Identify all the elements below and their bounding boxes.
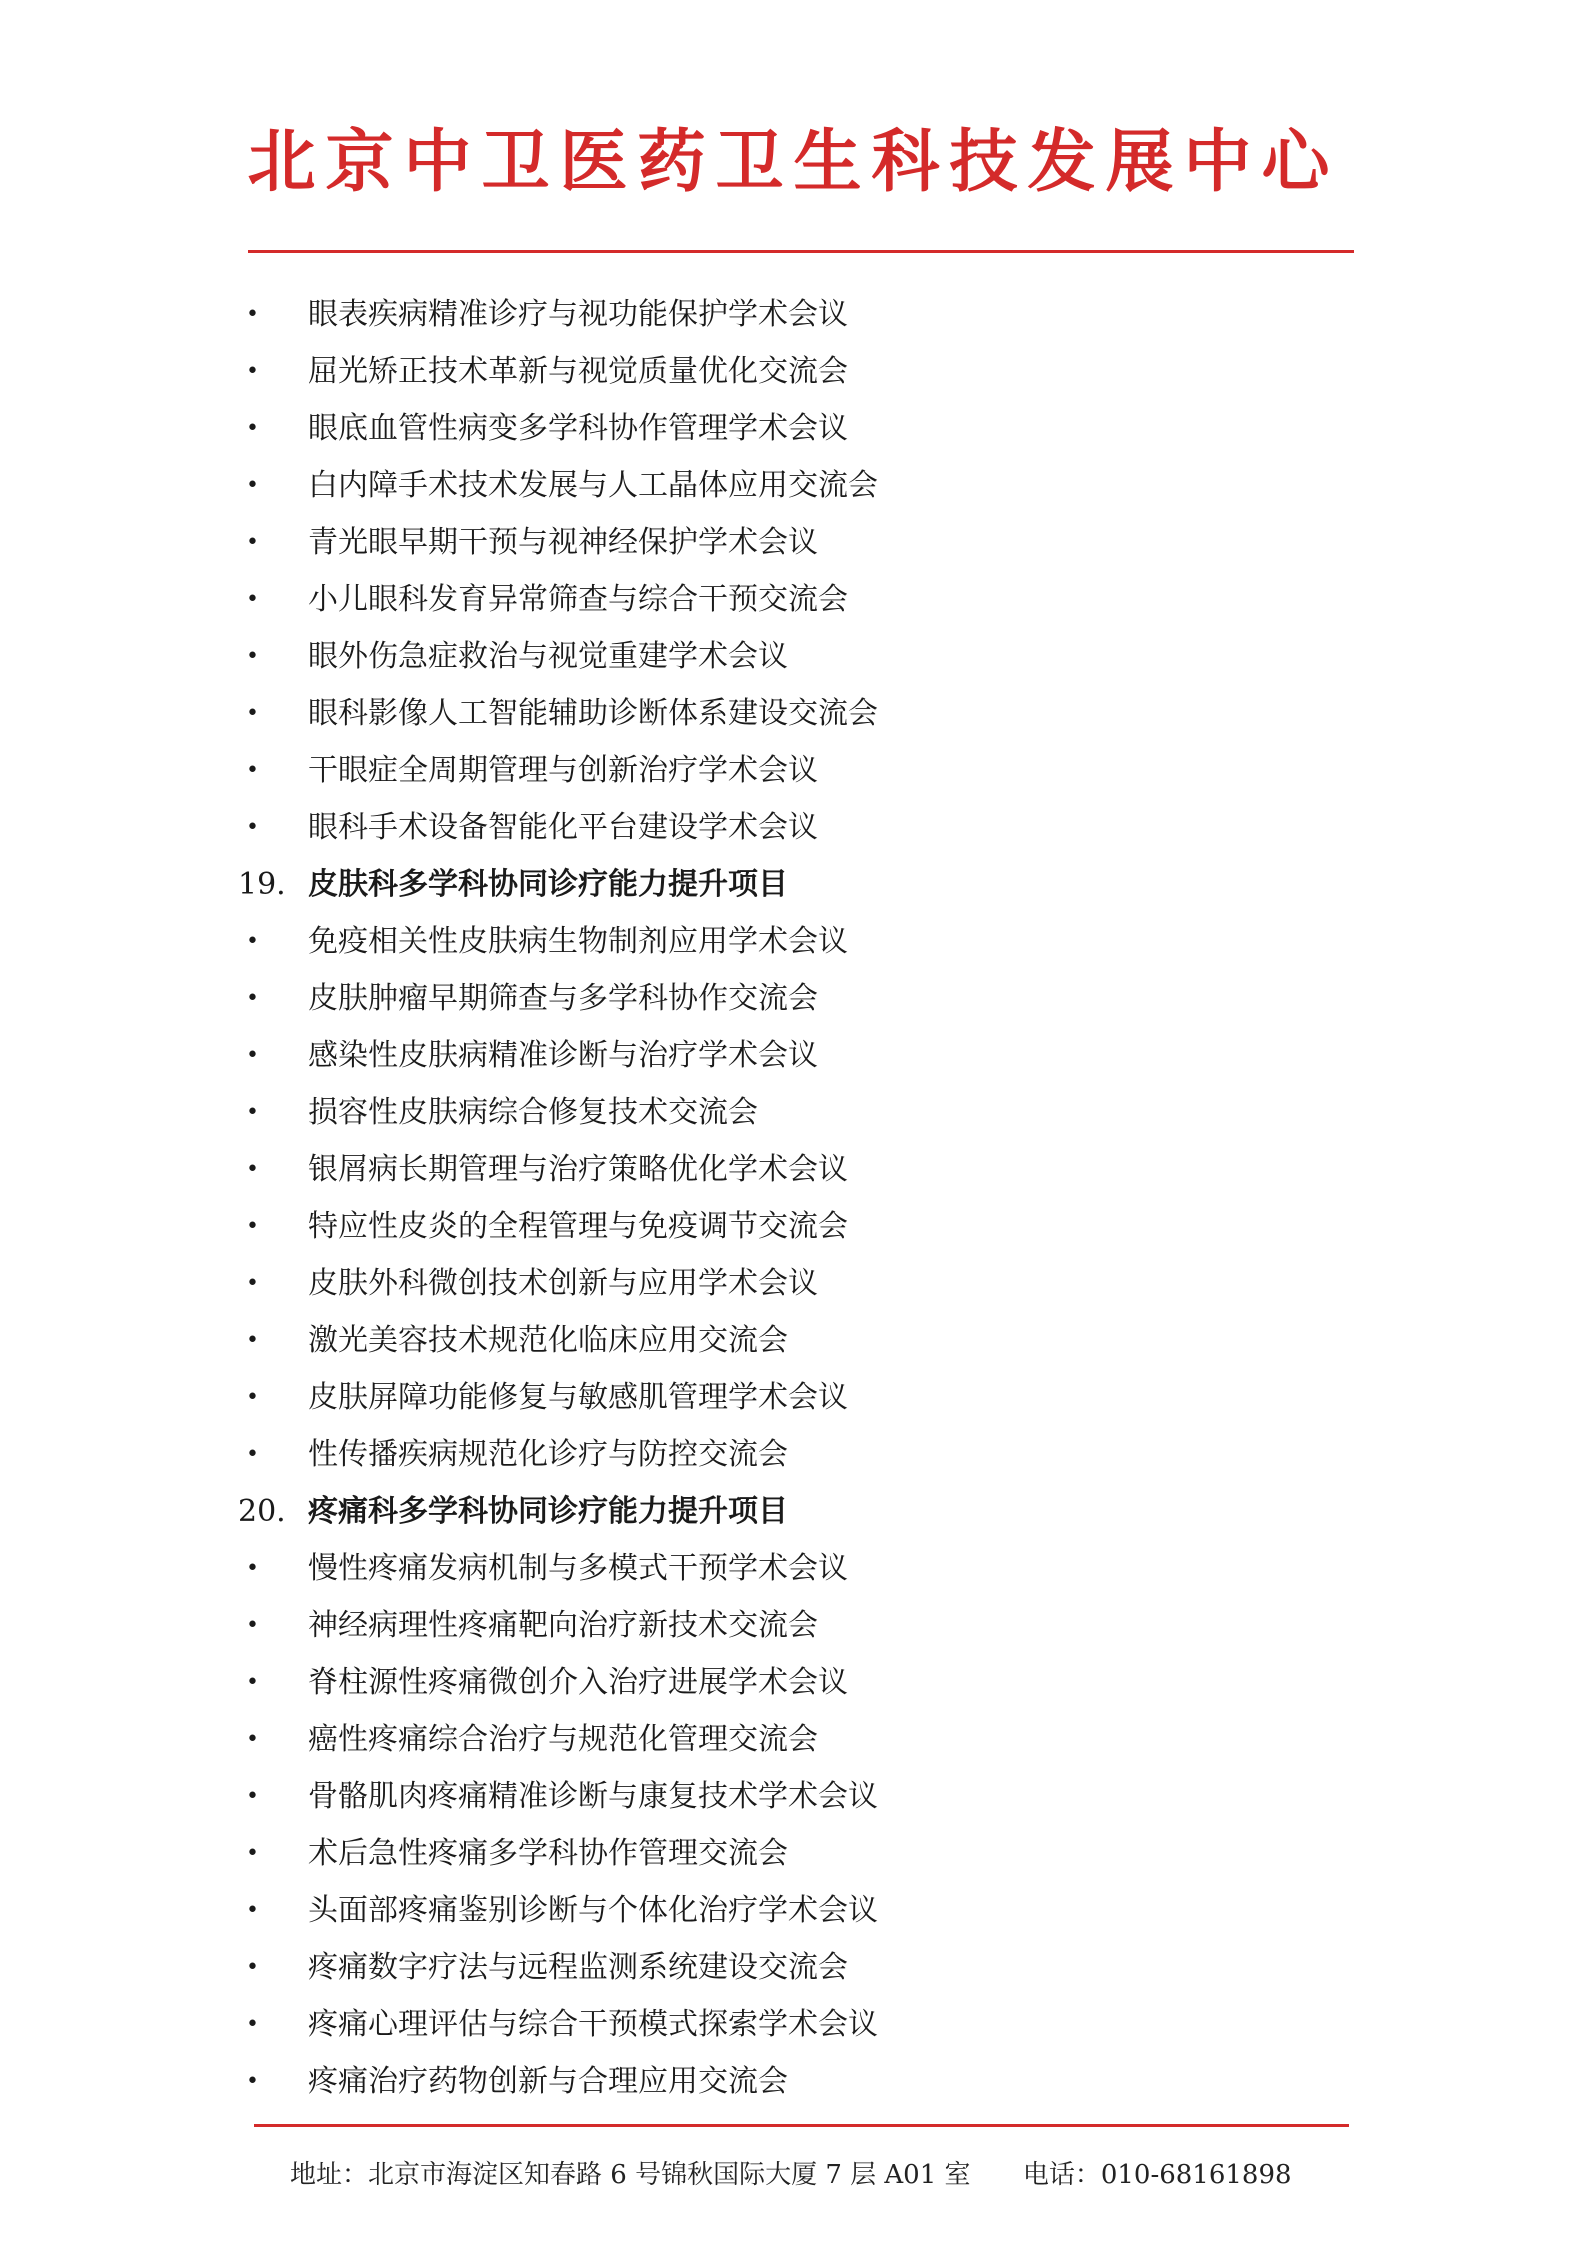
- section-title: 疼痛科多学科协同诊疗能力提升项目: [308, 1494, 788, 1529]
- list-item: [238, 1198, 1338, 1255]
- list-item: [238, 1654, 1338, 1711]
- bullet-icon: •: [246, 1442, 259, 1467]
- list-item-text: 特应性皮炎的全程管理与免疫调节交流会: [308, 1209, 848, 1244]
- bullet-icon: •: [246, 1385, 259, 1410]
- bullet-icon: •: [246, 1043, 259, 1068]
- list-item-text: 眼底血管性病变多学科协作管理学术会议: [308, 411, 848, 446]
- list-item-text: 慢性疼痛发病机制与多模式干预学术会议: [308, 1551, 848, 1586]
- bullet-icon: •: [246, 815, 259, 840]
- list-item: [238, 286, 1338, 343]
- bullet-icon: •: [246, 929, 259, 954]
- list-item-text: 神经病理性疼痛靶向治疗新技术交流会: [308, 1608, 818, 1643]
- bullet-icon: •: [246, 1727, 259, 1752]
- bullet-icon: •: [246, 758, 259, 783]
- list-item-text: 术后急性疼痛多学科协作管理交流会: [308, 1836, 788, 1871]
- list-item: [238, 1255, 1338, 1312]
- list-item-text: 疼痛治疗药物创新与合理应用交流会: [308, 2064, 788, 2099]
- bullet-icon: •: [246, 1100, 259, 1125]
- footer-address: 地址：北京市海淀区知春路 6 号锦秋国际大厦 7 层 A01 室: [290, 2160, 971, 2190]
- bullet-icon: •: [246, 1328, 259, 1353]
- bullet-icon: •: [246, 1898, 259, 1923]
- list-item-text: 皮肤屏障功能修复与敏感肌管理学术会议: [308, 1380, 848, 1415]
- list-item: [238, 1825, 1338, 1882]
- list-item: [238, 685, 1338, 742]
- bullet-icon: •: [246, 1670, 259, 1695]
- list-item: [238, 1711, 1338, 1768]
- list-item-text: 疼痛数字疗法与远程监测系统建设交流会: [308, 1950, 848, 1985]
- list-item-text: 性传播疾病规范化诊疗与防控交流会: [308, 1437, 788, 1472]
- list-item-text: 银屑病长期管理与治疗策略优化学术会议: [308, 1152, 848, 1187]
- list-item: [238, 1312, 1338, 1369]
- list-item: [238, 571, 1338, 628]
- bullet-icon: •: [246, 1556, 259, 1581]
- list-item: [238, 1996, 1338, 2053]
- list-item: [238, 1141, 1338, 1198]
- section-heading: [238, 1483, 1338, 1540]
- bullet-icon: •: [246, 1955, 259, 1980]
- page-title: 北京中卫医药卫生科技发展中心: [247, 122, 1340, 202]
- list-item: [238, 742, 1338, 799]
- list-item-text: 脊柱源性疼痛微创介入治疗进展学术会议: [308, 1665, 848, 1700]
- list-item: [238, 628, 1338, 685]
- list-item-text: 白内障手术技术发展与人工晶体应用交流会: [308, 468, 878, 503]
- bullet-icon: •: [246, 587, 259, 612]
- section-title: 皮肤科多学科协同诊疗能力提升项目: [308, 867, 788, 902]
- bullet-icon: •: [246, 986, 259, 1011]
- bullet-icon: •: [246, 2012, 259, 2037]
- list-item: [238, 1597, 1338, 1654]
- bullet-icon: •: [246, 1613, 259, 1638]
- bullet-icon: •: [246, 2069, 259, 2094]
- list-item: [238, 1369, 1338, 1426]
- section-heading: [238, 856, 1338, 913]
- list-item-text: 头面部疼痛鉴别诊断与个体化治疗学术会议: [308, 1893, 878, 1928]
- list-item-text: 皮肤肿瘤早期筛查与多学科协作交流会: [308, 981, 818, 1016]
- bullet-icon: •: [246, 1784, 259, 1809]
- footer-phone: 电话：010-68161898: [1022, 2160, 1292, 2190]
- list-item-text: 疼痛心理评估与综合干预模式探索学术会议: [308, 2007, 878, 2042]
- list-item-text: 眼科影像人工智能辅助诊断体系建设交流会: [308, 696, 878, 731]
- list-item: [238, 1882, 1338, 1939]
- bullet-icon: •: [246, 416, 259, 441]
- list-item-text: 小儿眼科发育异常筛查与综合干预交流会: [308, 582, 848, 617]
- list-item: [238, 457, 1338, 514]
- bullet-icon: •: [246, 701, 259, 726]
- section-number: 19.: [238, 867, 286, 902]
- list-item: [238, 343, 1338, 400]
- bullet-icon: •: [246, 1271, 259, 1296]
- list-item: [238, 1540, 1338, 1597]
- bullet-icon: •: [246, 530, 259, 555]
- list-item-text: 激光美容技术规范化临床应用交流会: [308, 1323, 788, 1358]
- list-item-text: 屈光矫正技术革新与视觉质量优化交流会: [308, 354, 848, 389]
- list-item-text: 青光眼早期干预与视神经保护学术会议: [308, 525, 818, 560]
- list-item-text: 眼表疾病精准诊疗与视功能保护学术会议: [308, 297, 848, 332]
- list-item: [238, 1027, 1338, 1084]
- item-list: [238, 286, 1338, 2110]
- list-item-text: 眼外伤急症救治与视觉重建学术会议: [308, 639, 788, 674]
- list-item: [238, 1939, 1338, 1996]
- list-item: [238, 2053, 1338, 2110]
- list-item: [238, 400, 1338, 457]
- list-item: [238, 514, 1338, 571]
- list-item: [238, 799, 1338, 856]
- bullet-icon: •: [246, 644, 259, 669]
- footer-divider: [254, 2124, 1349, 2127]
- bullet-icon: •: [246, 1841, 259, 1866]
- list-item-text: 免疫相关性皮肤病生物制剂应用学术会议: [308, 924, 848, 959]
- list-item-text: 骨骼肌肉疼痛精准诊断与康复技术学术会议: [308, 1779, 878, 1814]
- bullet-icon: •: [246, 302, 259, 327]
- bullet-icon: •: [246, 473, 259, 498]
- list-item: [238, 1084, 1338, 1141]
- list-item-text: 眼科手术设备智能化平台建设学术会议: [308, 810, 818, 845]
- list-item: [238, 1426, 1338, 1483]
- list-item: [238, 970, 1338, 1027]
- list-item-text: 损容性皮肤病综合修复技术交流会: [308, 1095, 758, 1130]
- list-item-text: 感染性皮肤病精准诊断与治疗学术会议: [308, 1038, 818, 1073]
- list-item: [238, 1768, 1338, 1825]
- list-item-text: 癌性疼痛综合治疗与规范化管理交流会: [308, 1722, 818, 1757]
- bullet-icon: •: [246, 1157, 259, 1182]
- list-item: [238, 913, 1338, 970]
- bullet-icon: •: [246, 359, 259, 384]
- header-divider: [248, 250, 1354, 253]
- list-item-text: 干眼症全周期管理与创新治疗学术会议: [308, 753, 818, 788]
- bullet-icon: •: [246, 1214, 259, 1239]
- section-number: 20.: [238, 1494, 286, 1529]
- list-item-text: 皮肤外科微创技术创新与应用学术会议: [308, 1266, 818, 1301]
- footer: [290, 2154, 1292, 2191]
